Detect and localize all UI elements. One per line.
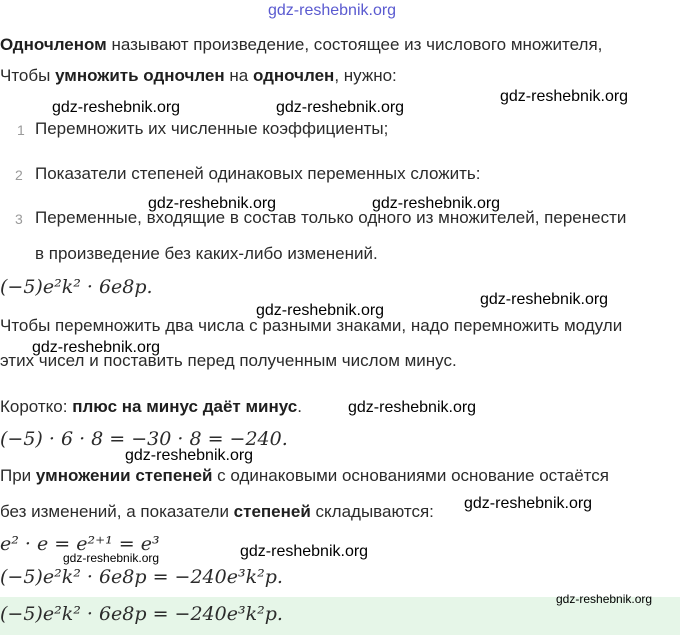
- watermark: gdz-reshebnik.org: [32, 339, 161, 356]
- shortly-line: Коротко: плюс на минус даёт минус.: [0, 397, 302, 416]
- watermark: gdz-reshebnik.org: [63, 551, 160, 565]
- watermark: gdz-reshebnik.org: [372, 195, 501, 212]
- term-monomial: Одночленом: [0, 35, 107, 54]
- watermark: gdz-reshebnik.org: [256, 302, 385, 319]
- watermark: gdz-reshebnik.org: [500, 88, 629, 105]
- step-text-2: Показатели степеней одинаковых переменных сложить:: [35, 164, 481, 183]
- formula-result: (−5)e²k² · 6e8p = −240e³k²p.: [0, 566, 283, 588]
- watermark: gdz-reshebnik.org: [276, 99, 405, 116]
- intro-line-2: Чтобы умножить одночлен на одночлен, нужно:: [0, 66, 397, 85]
- intro-line-1: Одночленом называют произведение, состоящее из числового множителя,: [0, 35, 603, 54]
- step-text-1: Перемножить их численные коэффициенты;: [35, 119, 389, 138]
- powers-rule-line-2: без изменений, а показатели степеней складываются:: [0, 502, 434, 521]
- step-text-3: Переменные, входящие в состав только одного из множителей, перенести: [35, 208, 627, 227]
- watermark: gdz-reshebnik.org: [240, 543, 369, 560]
- step-number-3: 3: [15, 211, 23, 227]
- watermark: gdz-reshebnik.org: [556, 592, 653, 606]
- formula-powers: e² · e = e²⁺¹ = e³: [0, 533, 160, 555]
- sign-rule-line-2: этих чисел и поставить перед полученным числом минус.: [0, 351, 457, 370]
- sign-rule-line-1: Чтобы перемножить два числа с разными знаками, надо перемножить модули: [0, 316, 623, 335]
- formula-answer: (−5)e²k² · 6e8p = −240e³k²p.: [0, 603, 283, 625]
- powers-rule-line-1: При умножении степеней с одинаковыми основаниями основание остаётся: [0, 466, 609, 485]
- watermark-top: gdz-reshebnik.org: [268, 2, 397, 19]
- watermark: gdz-reshebnik.org: [348, 399, 477, 416]
- watermark: gdz-reshebnik.org: [148, 195, 277, 212]
- formula-product: (−5)e²k² · 6e8p.: [0, 276, 153, 298]
- watermark: gdz-reshebnik.org: [125, 447, 254, 464]
- step-number-1: 1: [17, 122, 25, 138]
- watermark: gdz-reshebnik.org: [480, 291, 609, 308]
- watermark: gdz-reshebnik.org: [464, 495, 593, 512]
- formula-coefficients: (−5) · 6 · 8 = −30 · 8 = −240.: [0, 428, 288, 450]
- step-number-2: 2: [15, 167, 23, 183]
- watermark: gdz-reshebnik.org: [52, 99, 181, 116]
- step-text-3-cont: в произведение без каких-либо изменений.: [35, 244, 378, 263]
